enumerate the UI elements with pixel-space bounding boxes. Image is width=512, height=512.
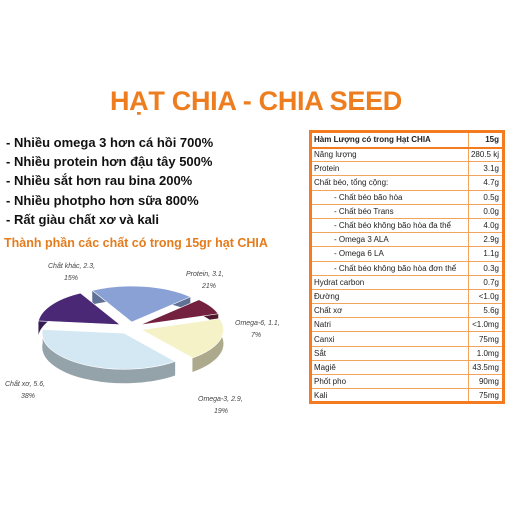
nutrient-value: 1.1g [468, 247, 503, 261]
pie-slice-percent: 7% [251, 332, 262, 339]
nutrient-label: Sắt [311, 346, 469, 360]
pie-slice-percent: 15% [64, 275, 79, 282]
nutrient-value: 75mg [468, 389, 503, 403]
nutrient-label: Chất béo, tổng cộng: [311, 176, 469, 190]
nutrition-row [311, 218, 504, 232]
nutrition-row [311, 148, 504, 162]
nutrition-row [311, 289, 504, 303]
nutrition-row [311, 190, 504, 204]
nutrition-row [311, 162, 504, 176]
nutrient-label: Phốt pho [311, 375, 469, 389]
nutrient-value: 90mg [468, 375, 503, 389]
nutrition-row [311, 304, 504, 318]
benefits-list [6, 133, 213, 229]
nutrient-value: 43.5mg [468, 360, 503, 374]
nutrient-value: 4.0g [468, 218, 503, 232]
nutrition-row [311, 261, 504, 275]
nutrition-row [311, 204, 504, 218]
nutrient-value: 2.9g [468, 233, 503, 247]
nutrient-label: Kali [311, 389, 469, 403]
pie-slice-label: Chất xơ, 5.6, [5, 381, 46, 388]
nutrient-value: 0.7g [468, 275, 503, 289]
nutrient-value: <1.0mg [468, 318, 503, 332]
nutrient-value: <1.0g [468, 289, 503, 303]
nutrition-row [311, 275, 504, 289]
benefit-item: - Nhiều sắt hơn rau bina 200% [6, 173, 193, 189]
nutrition-row [311, 332, 504, 346]
pie-slice-percent: 19% [214, 408, 229, 415]
nutrition-table [309, 130, 505, 404]
nutrient-label: Hydrat carbon [311, 275, 469, 289]
nutrition-header-row [311, 132, 504, 148]
nutrient-value: 1.0mg [468, 346, 503, 360]
nutrient-label: Protein [311, 162, 469, 176]
nutrient-value: 3.1g [468, 162, 503, 176]
nutrient-label: - Chất béo không bão hòa đa thể [311, 218, 469, 232]
nutrient-label: Canxi [311, 332, 469, 346]
nutrition-row [311, 389, 504, 403]
nutrient-label: Chất xơ [311, 304, 469, 318]
nutrient-value: 0.5g [468, 190, 503, 204]
benefit-item: - Rất giàu chất xơ và kali [6, 211, 160, 227]
pie-slice-label: Chất khác, 2.3, [48, 263, 96, 270]
nutrition-header-value: 15g [468, 132, 503, 148]
nutrient-value: 4.7g [468, 176, 503, 190]
nutrient-label: Natri [311, 318, 469, 332]
nutrition-header-label: Hàm Lượng có trong Hạt CHIA [311, 132, 469, 148]
benefit-item: - Nhiều omega 3 hơn cá hồi 700% [6, 135, 214, 150]
nutrient-value: 280.5 kj [468, 148, 503, 162]
pie-slice-label: Protein, 3.1, [186, 271, 224, 278]
nutrient-label: Đường [311, 289, 469, 303]
chart-title: Thành phần các chất có trong 15gr hạt CHIA [4, 236, 268, 250]
benefit-item: - Nhiều photpho hơn sữa 800% [6, 192, 199, 208]
nutrient-label: - Chất béo bão hòa [311, 190, 469, 204]
nutrition-row [311, 346, 504, 360]
pie-slice-percent: 38% [21, 393, 36, 400]
nutrient-label: - Chất béo không bão hòa đơn thể [311, 261, 469, 275]
nutrition-row [311, 233, 504, 247]
pie-slice-label: Omega-6, 1.1, [235, 320, 280, 327]
nutrition-row [311, 247, 504, 261]
nutrient-label: - Chất béo Trans [311, 204, 469, 218]
nutrient-value: 75mg [468, 332, 503, 346]
nutrition-row [311, 318, 504, 332]
pie-slice-percent: 21% [202, 283, 217, 290]
pie-slice-label: Omega-3, 2.9, [198, 396, 243, 403]
nutrient-label: Năng lượng [311, 148, 469, 162]
nutrient-value: 0.0g [468, 204, 503, 218]
nutrition-row [311, 375, 504, 389]
nutrient-label: - Omega 6 LA [311, 247, 469, 261]
nutrient-value: 5.6g [468, 304, 503, 318]
pie-chart [0, 250, 300, 420]
nutrient-label: Magiê [311, 360, 469, 374]
nutrition-row [311, 176, 504, 190]
nutrient-label: - Omega 3 ALA [311, 233, 469, 247]
page-title: HẠT CHIA - CHIA SEED [109, 86, 402, 116]
nutrition-row [311, 360, 504, 374]
benefit-item: - Nhiều protein hơn đậu tây 500% [6, 154, 213, 170]
nutrient-value: 0.3g [468, 261, 503, 275]
